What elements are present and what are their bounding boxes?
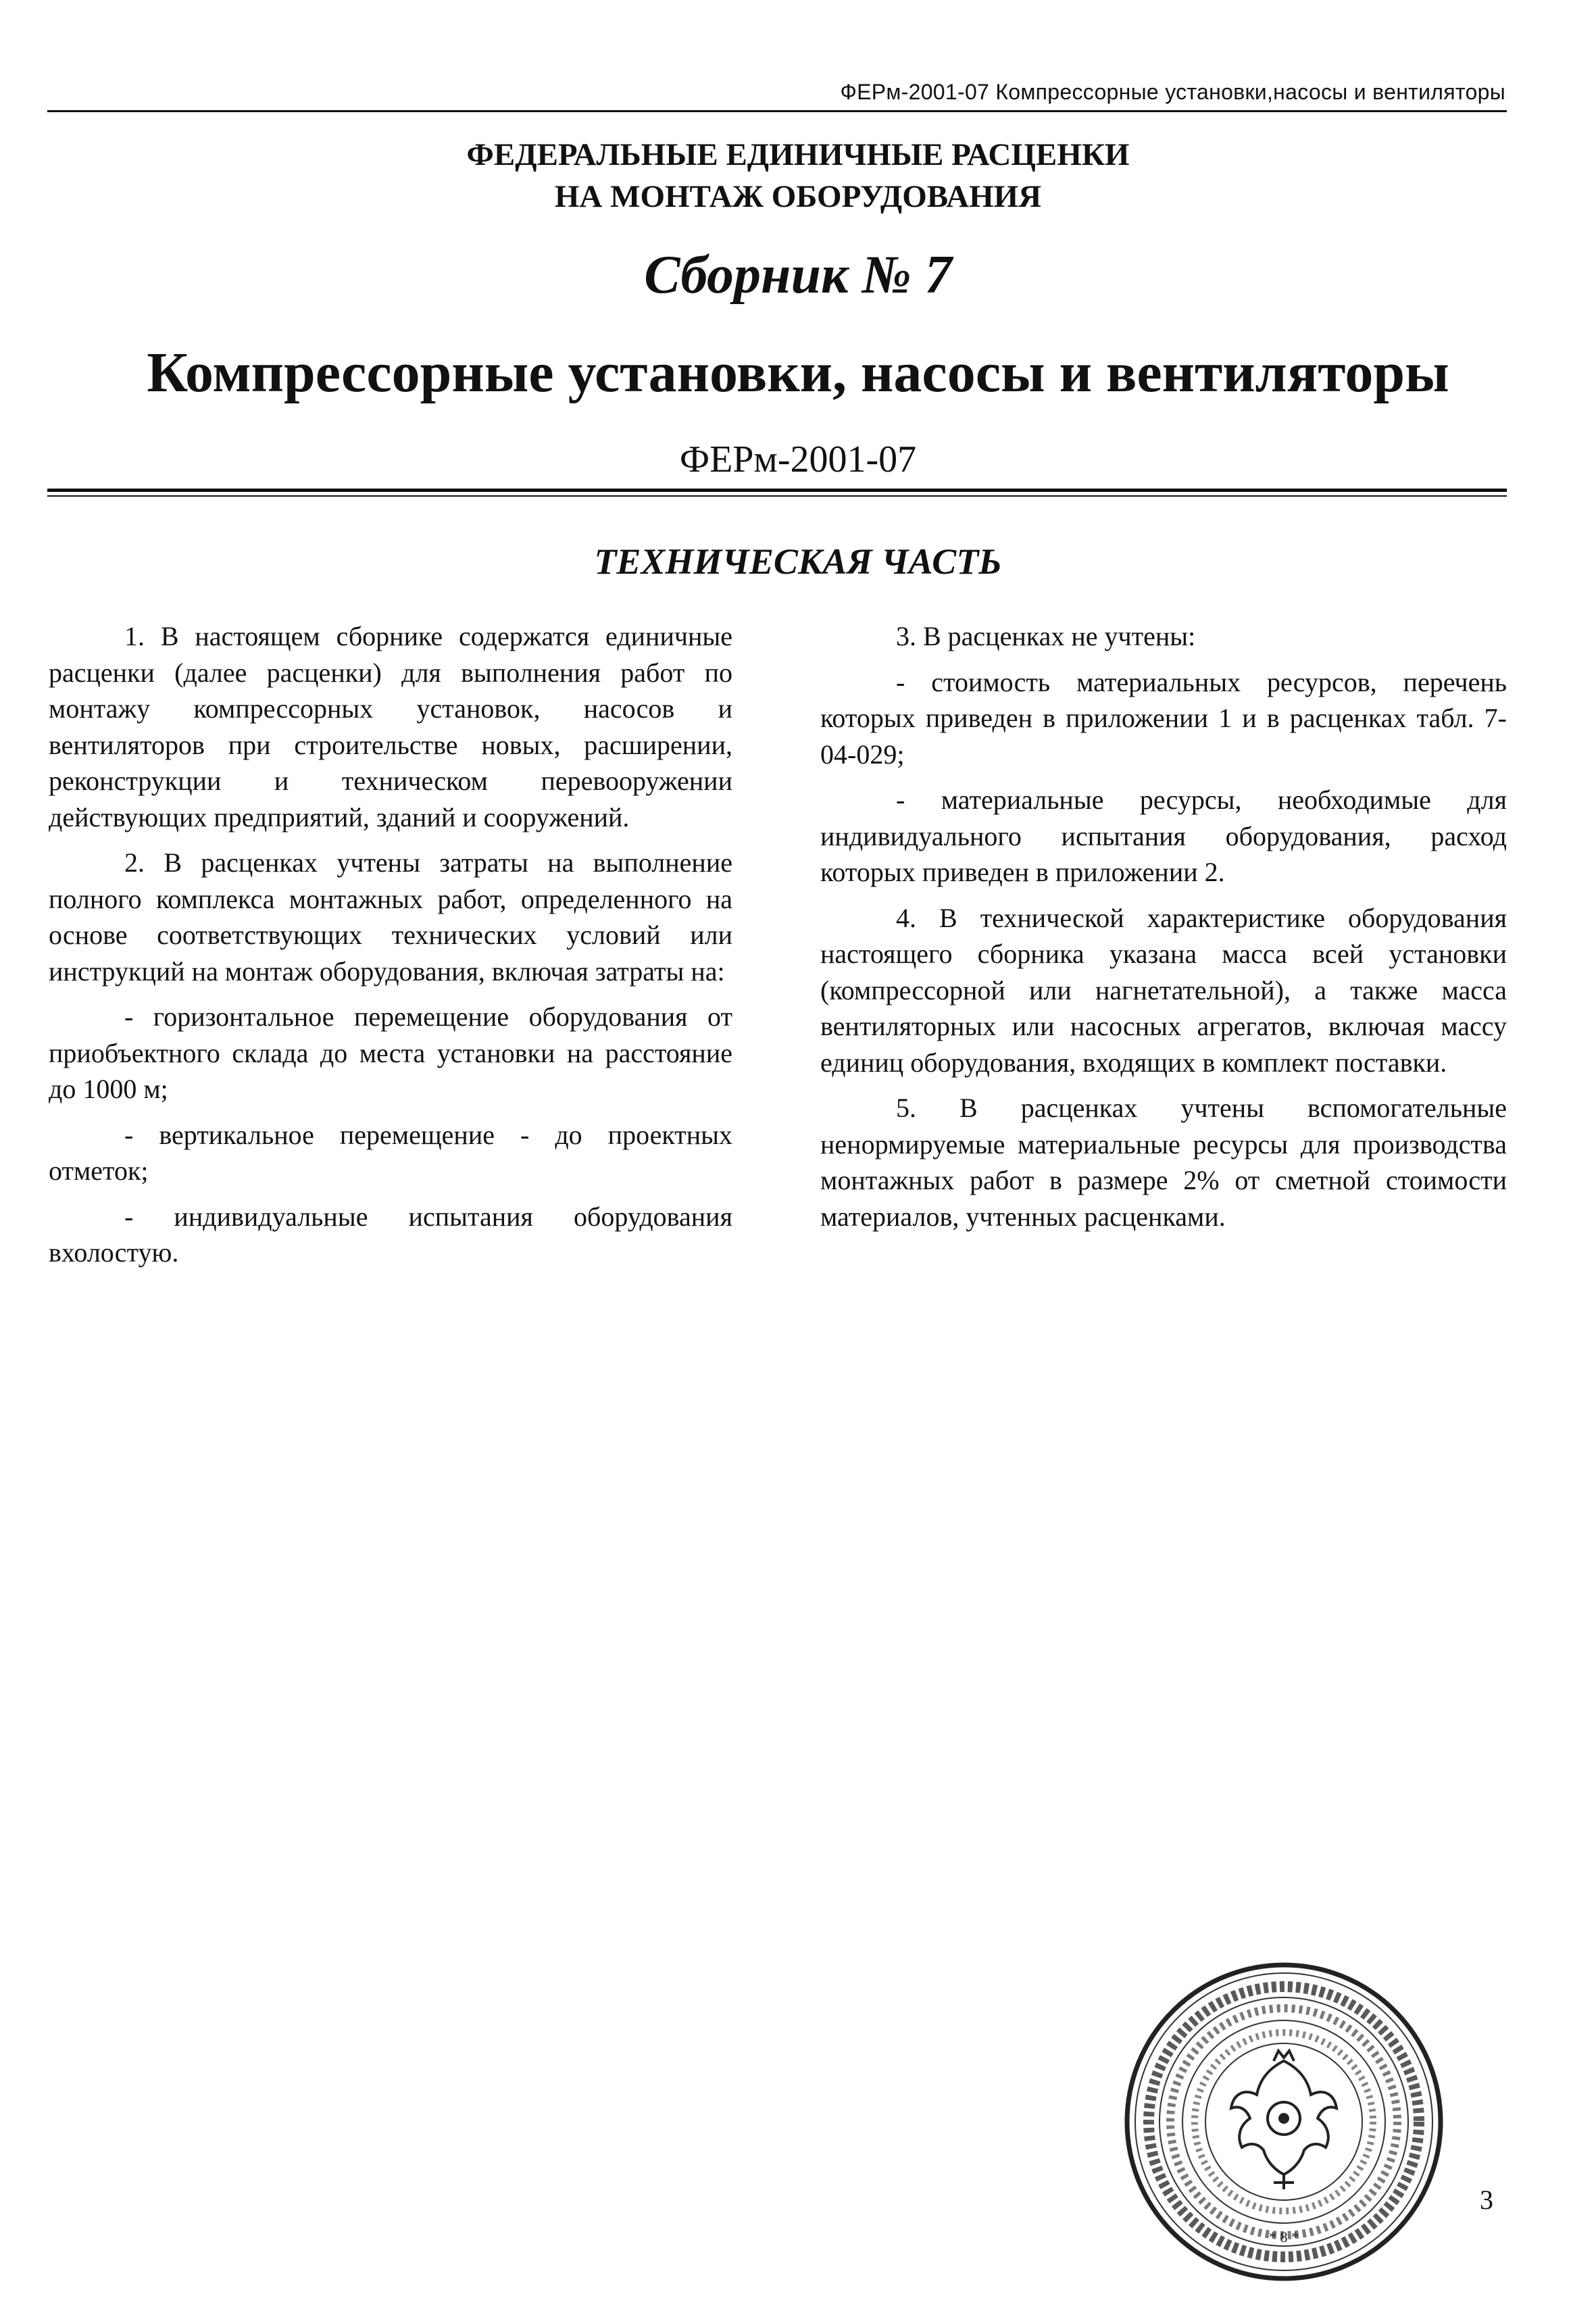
list-item: - индивидуальные испытания оборудования вхолостую.	[49, 1201, 732, 1268]
paragraph: 2. В расценках учтены затраты на выполнение полного комплекса монтажных работ, определенного на основе соответствующих технических условий или инструкций на монтаж оборудования, включая затраты на:	[49, 847, 732, 987]
title-line-1: ФЕДЕРАЛЬНЫЕ ЕДИНИЧНЫЕ РАСЦЕНКИ	[466, 137, 1130, 172]
official-seal-icon	[1122, 1960, 1446, 2284]
collection-subject: Компрессорные установки, насосы и вентиляторы	[147, 341, 1449, 404]
title-line-2: НА МОНТАЖ ОБОРУДОВАНИЯ	[554, 179, 1042, 214]
list-item: - материальные ресурсы, необходимые для индивидуального испытания оборудования, расход которых приведен в приложении 2.	[820, 785, 1507, 887]
svg-text:* 8 *: * 8 *	[1269, 2229, 1299, 2245]
document-code: ФЕРм-2001-07	[679, 439, 917, 480]
paragraph: 1. В настоящем сборнике содержатся единичные расценки (далее расценки) для выполнения работ по монтажу компрессорных установок, насосов и вентиляторов при строительстве новых, расширении, реконструкции и техническом перевооружении действующих предприятий, зданий и сооружений.	[49, 621, 732, 832]
title-rule	[47, 489, 1507, 497]
document-title	[0, 134, 1596, 218]
header-rule	[47, 110, 1507, 112]
section-title: ТЕХНИЧЕСКАЯ ЧАСТЬ	[594, 541, 1002, 582]
running-header: ФЕРм-2001-07 Компрессорные установки,насосы и вентиляторы	[840, 80, 1505, 104]
paragraph: 5. В расценках учтены вспомогательные ненормируемые материальные ресурсы для производства монтажных работ в размере 2% от сметной стоимости материалов, учтенных расценками.	[820, 1093, 1507, 1232]
collection-number: Сборник № 7	[644, 245, 952, 305]
left-column	[49, 618, 732, 1280]
list-item: - горизонтальное перемещение оборудования от приобъектного склада до места установки на расстояние до 1000 м;	[49, 1001, 732, 1104]
list-item: - вертикальное перемещение - до проектных отметок;	[49, 1119, 732, 1186]
right-column	[820, 618, 1507, 1244]
page-number: 3	[1480, 2185, 1493, 2215]
list-item: - стоимость материальных ресурсов, перечень которых приведен в приложении 1 и в расценках табл. 7-04-029;	[820, 666, 1507, 770]
paragraph: 3. В расценках не учтены:	[896, 621, 1196, 651]
paragraph: 4. В технической характеристике оборудования настоящего сборника указана масса всей установки (компрессорной или нагнетательной), а также масса вентиляторных или насосных агрегатов, включая массу единиц оборудования, входящих в комплект поставки.	[820, 902, 1507, 1078]
